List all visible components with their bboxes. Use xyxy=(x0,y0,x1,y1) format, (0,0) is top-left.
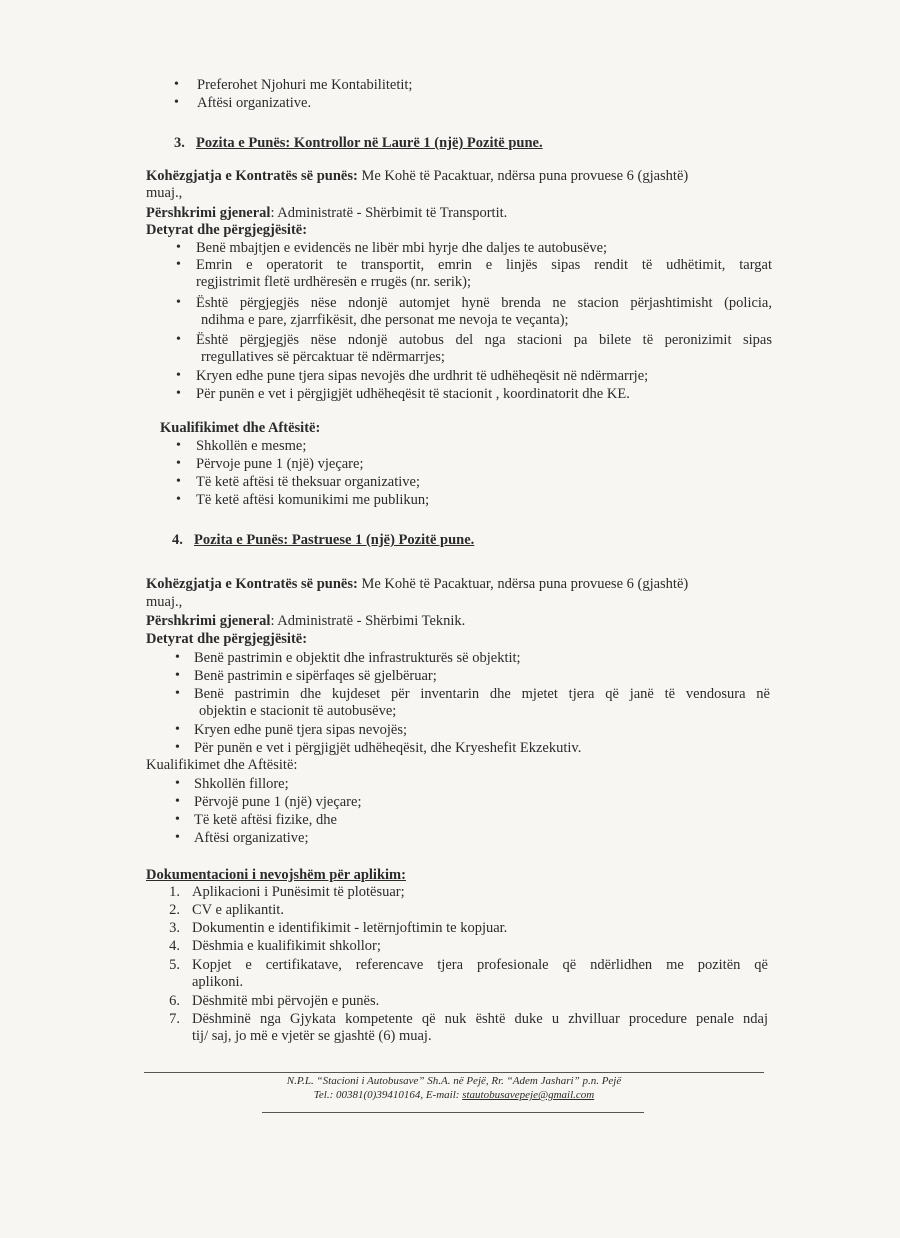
bullet-dot: • xyxy=(175,830,180,845)
section3-duty-3-line1: Është përgjegjës nëse ndonjë automjet hynë brenda ne stacion përjashtimisht (policia, xyxy=(196,295,772,311)
docs-item-5-line1: Kopjet e certifikatave, referencave tjera profesionale që ndërlidhen me pozitën që xyxy=(192,957,768,973)
section4-duration-text: Me Kohë të Pacaktuar, ndërsa puna provuese 6 (gjashtë) xyxy=(357,576,689,592)
section4-duration-cont: muaj., xyxy=(146,594,183,610)
section3-duty-2-line2: regjistrimit fletë urdhëresën e rrugës (nr. serik); xyxy=(196,274,471,290)
section4-title: Pozita e Punës: Pastruese 1 (një) Pozitë pune. xyxy=(194,532,475,548)
section4-qual-4: Aftësi organizative; xyxy=(194,830,309,846)
docs-item-number: 2. xyxy=(169,902,180,918)
section4-desc-text: : Administratë - Shërbimi Teknik. xyxy=(270,613,466,629)
bullet-dot: • xyxy=(175,686,180,701)
bullet-dot: • xyxy=(176,368,181,383)
footer-bottom-rule xyxy=(262,1112,644,1113)
footer-address: N.P.L. “Stacioni i Autobusave” Sh.A. në Pejë, Rr. “Adem Jashari” p.n. Pejë xyxy=(286,1075,622,1087)
bullet-dot: • xyxy=(176,386,181,401)
section4-duty-3-line2: objektin e stacionit të autobusëve; xyxy=(199,703,397,719)
section3-duty-4-line2: rregullatives së përcaktuar të ndërmarrjes; xyxy=(201,349,445,365)
bullet-dot: • xyxy=(175,668,180,683)
section3-qual-4: Të ketë aftësi komunikimi me publikun; xyxy=(196,492,430,508)
section4-number: 4. xyxy=(172,532,183,548)
section3-duties-label: Detyrat dhe përgjegjësitë: xyxy=(146,222,308,238)
bullet-dot: • xyxy=(176,474,181,489)
bullet-dot: • xyxy=(175,722,180,737)
section4-qual-2: Përvojë pune 1 (një) vjeçare; xyxy=(194,794,362,810)
docs-item-7-line1: Dëshminë nga Gjykata kompetente që nuk është duke u zhvilluar procedure penale ndaj xyxy=(192,1011,768,1027)
bullet-dot: • xyxy=(176,332,181,347)
section3-desc-label: Përshkrimi gjeneral xyxy=(146,205,271,221)
docs-item-number: 1. xyxy=(169,884,180,900)
section3-duty-3-line2: ndihma e pare, zjarrfikësit, dhe personat me nevoja te veçanta); xyxy=(201,312,569,328)
bullet-dot: • xyxy=(175,740,180,755)
docs-item-3: Dokumentin e identifikimit - letërnjoftimin te kopjuar. xyxy=(192,920,508,936)
section4-qual-3: Të ketë aftësi fizike, dhe xyxy=(194,812,337,828)
section3-duty-2-line1: Emrin e operatorit te transportit, emrin e linjës sipas rendit të udhëtimit, targat xyxy=(196,257,772,273)
docs-item-number: 5. xyxy=(169,957,180,973)
footer-email-link[interactable]: stautobusavepeje@gmail.com xyxy=(462,1089,595,1101)
section3-qual-2: Përvoje pune 1 (një) vjeçare; xyxy=(196,456,364,472)
bullet-dot: • xyxy=(176,438,181,453)
section4-duty-1: Benë pastrimin e objektit dhe infrastrukturës së objektit; xyxy=(194,650,521,666)
top-bullet-1: Preferohet Njohuri me Kontabilitetit; xyxy=(197,77,413,93)
bullet-dot: • xyxy=(176,295,181,310)
section4-duty-3-line1: Benë pastrimin dhe kujdeset për inventarin dhe mjetet tjera që janë të vendosura në xyxy=(194,686,770,702)
footer-tel: Tel.: 00381(0)39410164, E-mail: xyxy=(313,1089,463,1101)
docs-item-4: Dëshmia e kualifikimit shkollor; xyxy=(192,938,381,954)
docs-item-number: 4. xyxy=(169,938,180,954)
section4-desc-label: Përshkrimi gjeneral xyxy=(146,613,271,629)
footer-top-rule xyxy=(144,1072,764,1073)
docs-item-number: 6. xyxy=(169,993,180,1009)
bullet-dot: • xyxy=(175,776,180,791)
section3-duty-6: Për punën e vet i përgjigjët udhëheqësit të stacionit , koordinatorit dhe KE. xyxy=(196,386,630,402)
docs-item-7-line2: tij/ saj, jo më e vjetër se gjashtë (6) muaj. xyxy=(192,1028,432,1044)
section3-title: Pozita e Punës: Kontrollor në Laurë 1 (një) Pozitë pune. xyxy=(196,135,543,151)
bullet-dot: • xyxy=(175,794,180,809)
docs-item-number: 7. xyxy=(169,1011,180,1027)
bullet-dot: • xyxy=(174,77,179,92)
section3-duration-cont: muaj., xyxy=(146,185,183,201)
section4-qual-1: Shkollën fillore; xyxy=(194,776,289,792)
docs-item-5-line2: aplikoni. xyxy=(192,974,244,990)
section3-duty-5: Kryen edhe pune tjera sipas nevojës dhe urdhrit të udhëheqësit në ndërmarrje; xyxy=(196,368,649,384)
docs-item-number: 3. xyxy=(169,920,180,936)
section3-number: 3. xyxy=(174,135,185,151)
bullet-dot: • xyxy=(176,456,181,471)
section4-duration-label: Kohëzgjatja e Kontratës së punës: xyxy=(146,576,358,592)
bullet-dot: • xyxy=(174,95,179,110)
section3-duration-label: Kohëzgjatja e Kontratës së punës: xyxy=(146,168,358,184)
docs-item-2: CV e aplikantit. xyxy=(192,902,284,918)
section3-desc-text: : Administratë - Shërbimit të Transportit. xyxy=(270,205,508,221)
section3-qual-3: Të ketë aftësi të theksuar organizative; xyxy=(196,474,420,490)
bullet-dot: • xyxy=(176,257,181,272)
section3-duty-1: Benë mbajtjen e evidencës ne libër mbi hyrje dhe daljes te autobusëve; xyxy=(196,240,608,256)
section3-qual-label: Kualifikimet dhe Aftësitë: xyxy=(160,420,321,436)
bullet-dot: • xyxy=(175,650,180,665)
bullet-dot: • xyxy=(176,240,181,255)
section4-duty-4: Kryen edhe punë tjera sipas nevojës; xyxy=(194,722,407,738)
docs-item-1: Aplikacioni i Punësimit të plotësuar; xyxy=(192,884,405,900)
bullet-dot: • xyxy=(176,492,181,507)
bullet-dot: • xyxy=(175,812,180,827)
section3-qual-1: Shkollën e mesme; xyxy=(196,438,307,454)
docs-item-6: Dëshmitë mbi përvojën e punës. xyxy=(192,993,380,1009)
top-bullet-2: Aftësi organizative. xyxy=(197,95,312,111)
section4-duty-2: Benë pastrimin e sipërfaqes së gjelbëruar; xyxy=(194,668,437,684)
section3-duration-text: Me Kohë të Pacaktuar, ndërsa puna provuese 6 (gjashtë) xyxy=(357,168,689,184)
section4-duty-5: Për punën e vet i përgjigjët udhëheqësit, dhe Kryeshefit Ekzekutiv. xyxy=(194,740,582,756)
section3-duty-4-line1: Është përgjegjës nëse ndonjë autobus del nga stacioni pa bilete të peronizimit sipas xyxy=(196,332,772,348)
section4-duties-label: Detyrat dhe përgjegjësitë: xyxy=(146,631,308,647)
docs-title: Dokumentacioni i nevojshëm për aplikim: xyxy=(146,867,406,883)
section4-qual-label: Kualifikimet dhe Aftësitë: xyxy=(146,757,298,773)
